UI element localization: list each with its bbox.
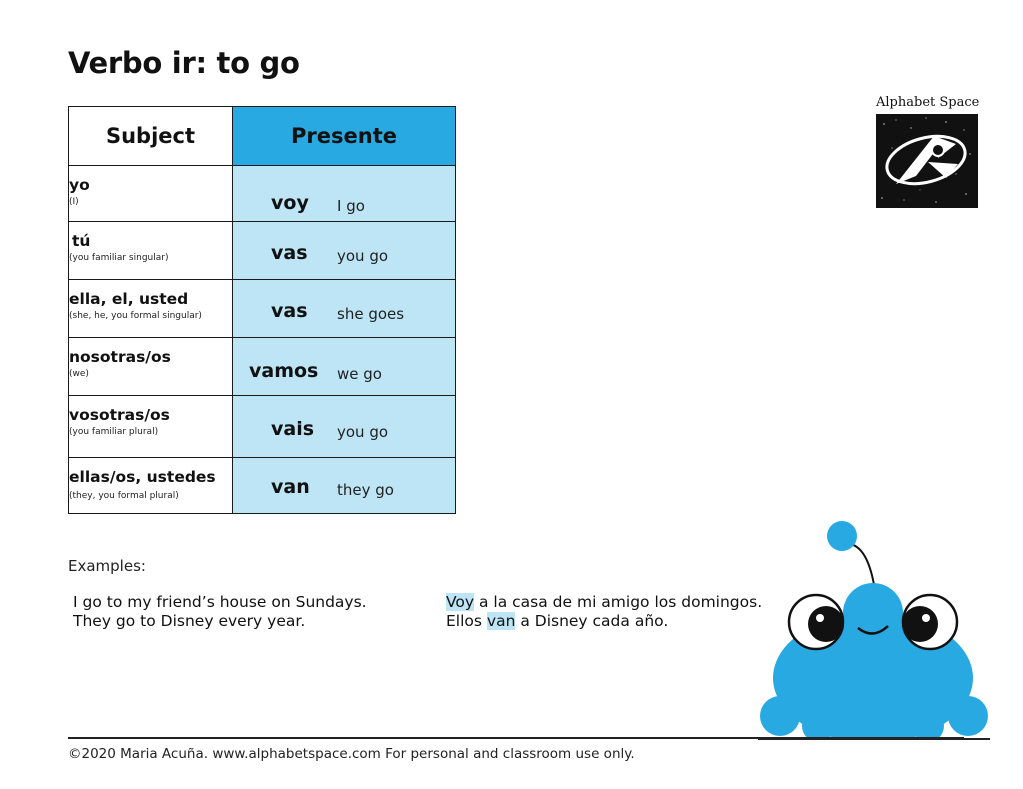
- verb-gloss: they go: [337, 481, 394, 499]
- pronoun: nosotras/os: [69, 348, 171, 366]
- examples-label: Examples:: [68, 557, 146, 575]
- verb-gloss: you go: [337, 423, 389, 441]
- verb-gloss: we go: [337, 365, 382, 383]
- pronoun: yo: [69, 176, 90, 194]
- pronoun-translation: (you familiar singular): [69, 253, 169, 263]
- verb-form: vamos: [249, 360, 319, 382]
- example-spanish-2: Ellos van a Disney cada año.: [446, 612, 669, 630]
- pronoun-translation: (she, he, you formal singular): [69, 311, 202, 321]
- example-spanish-1: Voy a la casa de mi amigo los domingos.: [446, 593, 763, 611]
- logo-text: Alphabet Space: [876, 95, 980, 110]
- table-row: [69, 396, 456, 458]
- conjugation-table: [68, 106, 456, 514]
- table-row: [69, 338, 456, 396]
- header-present: Presente: [233, 107, 456, 166]
- verb-form: van: [271, 476, 310, 498]
- pronoun-translation: (they, you formal plural): [69, 491, 179, 501]
- verb-form: vais: [271, 418, 315, 440]
- table-row: [69, 280, 456, 338]
- highlighted-verb: van: [486, 612, 516, 630]
- pronoun-translation: (you familiar plural): [69, 427, 159, 437]
- page-title: Verbo ir: to go: [68, 46, 300, 80]
- verb-form: vas: [271, 300, 308, 322]
- example-english-1: I go to my friend’s house on Sundays.: [73, 593, 367, 611]
- alphabet-space-logo: [876, 114, 978, 208]
- table-row: [69, 222, 456, 280]
- verb-form: voy: [271, 192, 309, 214]
- pronoun: ellas/os, ustedes: [69, 468, 216, 486]
- verb-form: vas: [271, 242, 308, 264]
- verb-gloss: you go: [337, 247, 389, 265]
- pronoun: vosotras/os: [69, 406, 170, 424]
- pronoun: ella, el, usted: [69, 290, 189, 308]
- highlighted-verb: Voy: [446, 593, 475, 611]
- footer-divider: [68, 737, 964, 739]
- table-row: [69, 166, 456, 222]
- blue-monster-illustration: [758, 518, 990, 740]
- example-english-2: They go to Disney every year.: [73, 612, 306, 630]
- pronoun-translation: (I): [69, 197, 79, 207]
- pronoun: tú: [72, 232, 91, 250]
- header-subject: Subject: [69, 107, 233, 166]
- pronoun-translation: (we): [69, 369, 89, 379]
- verb-gloss: she goes: [337, 305, 405, 323]
- table-row: [69, 458, 456, 514]
- footer-text: ©2020 Maria Acuña. www.alphabetspace.com For personal and classroom use only.: [68, 746, 635, 762]
- verb-gloss: I go: [337, 197, 365, 215]
